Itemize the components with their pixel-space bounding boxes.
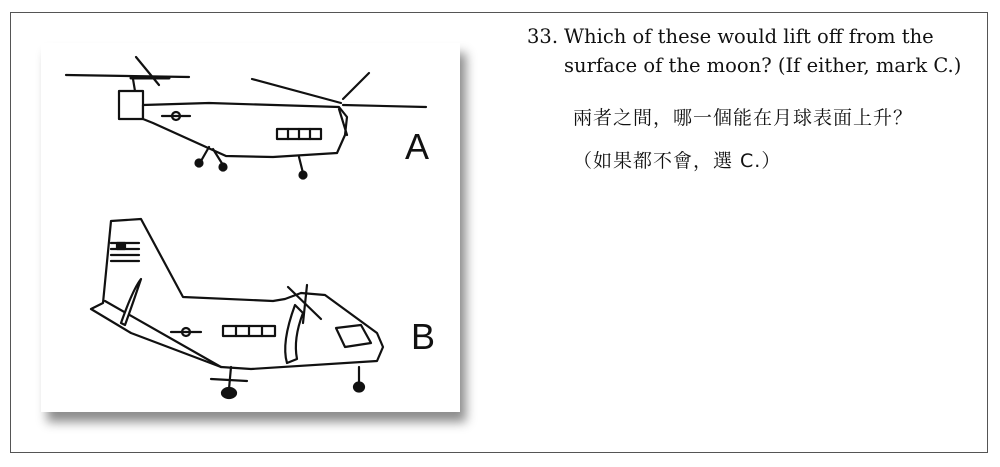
question-note-chinese: （如果都不會，選 C.） (573, 150, 782, 172)
option-b-label: B (411, 316, 436, 357)
question-number: 33. (527, 25, 559, 48)
helicopter-figure (41, 43, 460, 412)
question-text-chinese: 兩者之間，哪一個能在月球表面上升？ (573, 107, 914, 129)
helicopter-a-icon (66, 57, 426, 179)
question-text: Which of these would lift off from the surface of the moon? (If either, mark C.) (564, 25, 962, 77)
helicopter-b-icon (91, 219, 383, 398)
option-a-label: A (405, 126, 430, 167)
helicopter-drawing (41, 43, 460, 412)
